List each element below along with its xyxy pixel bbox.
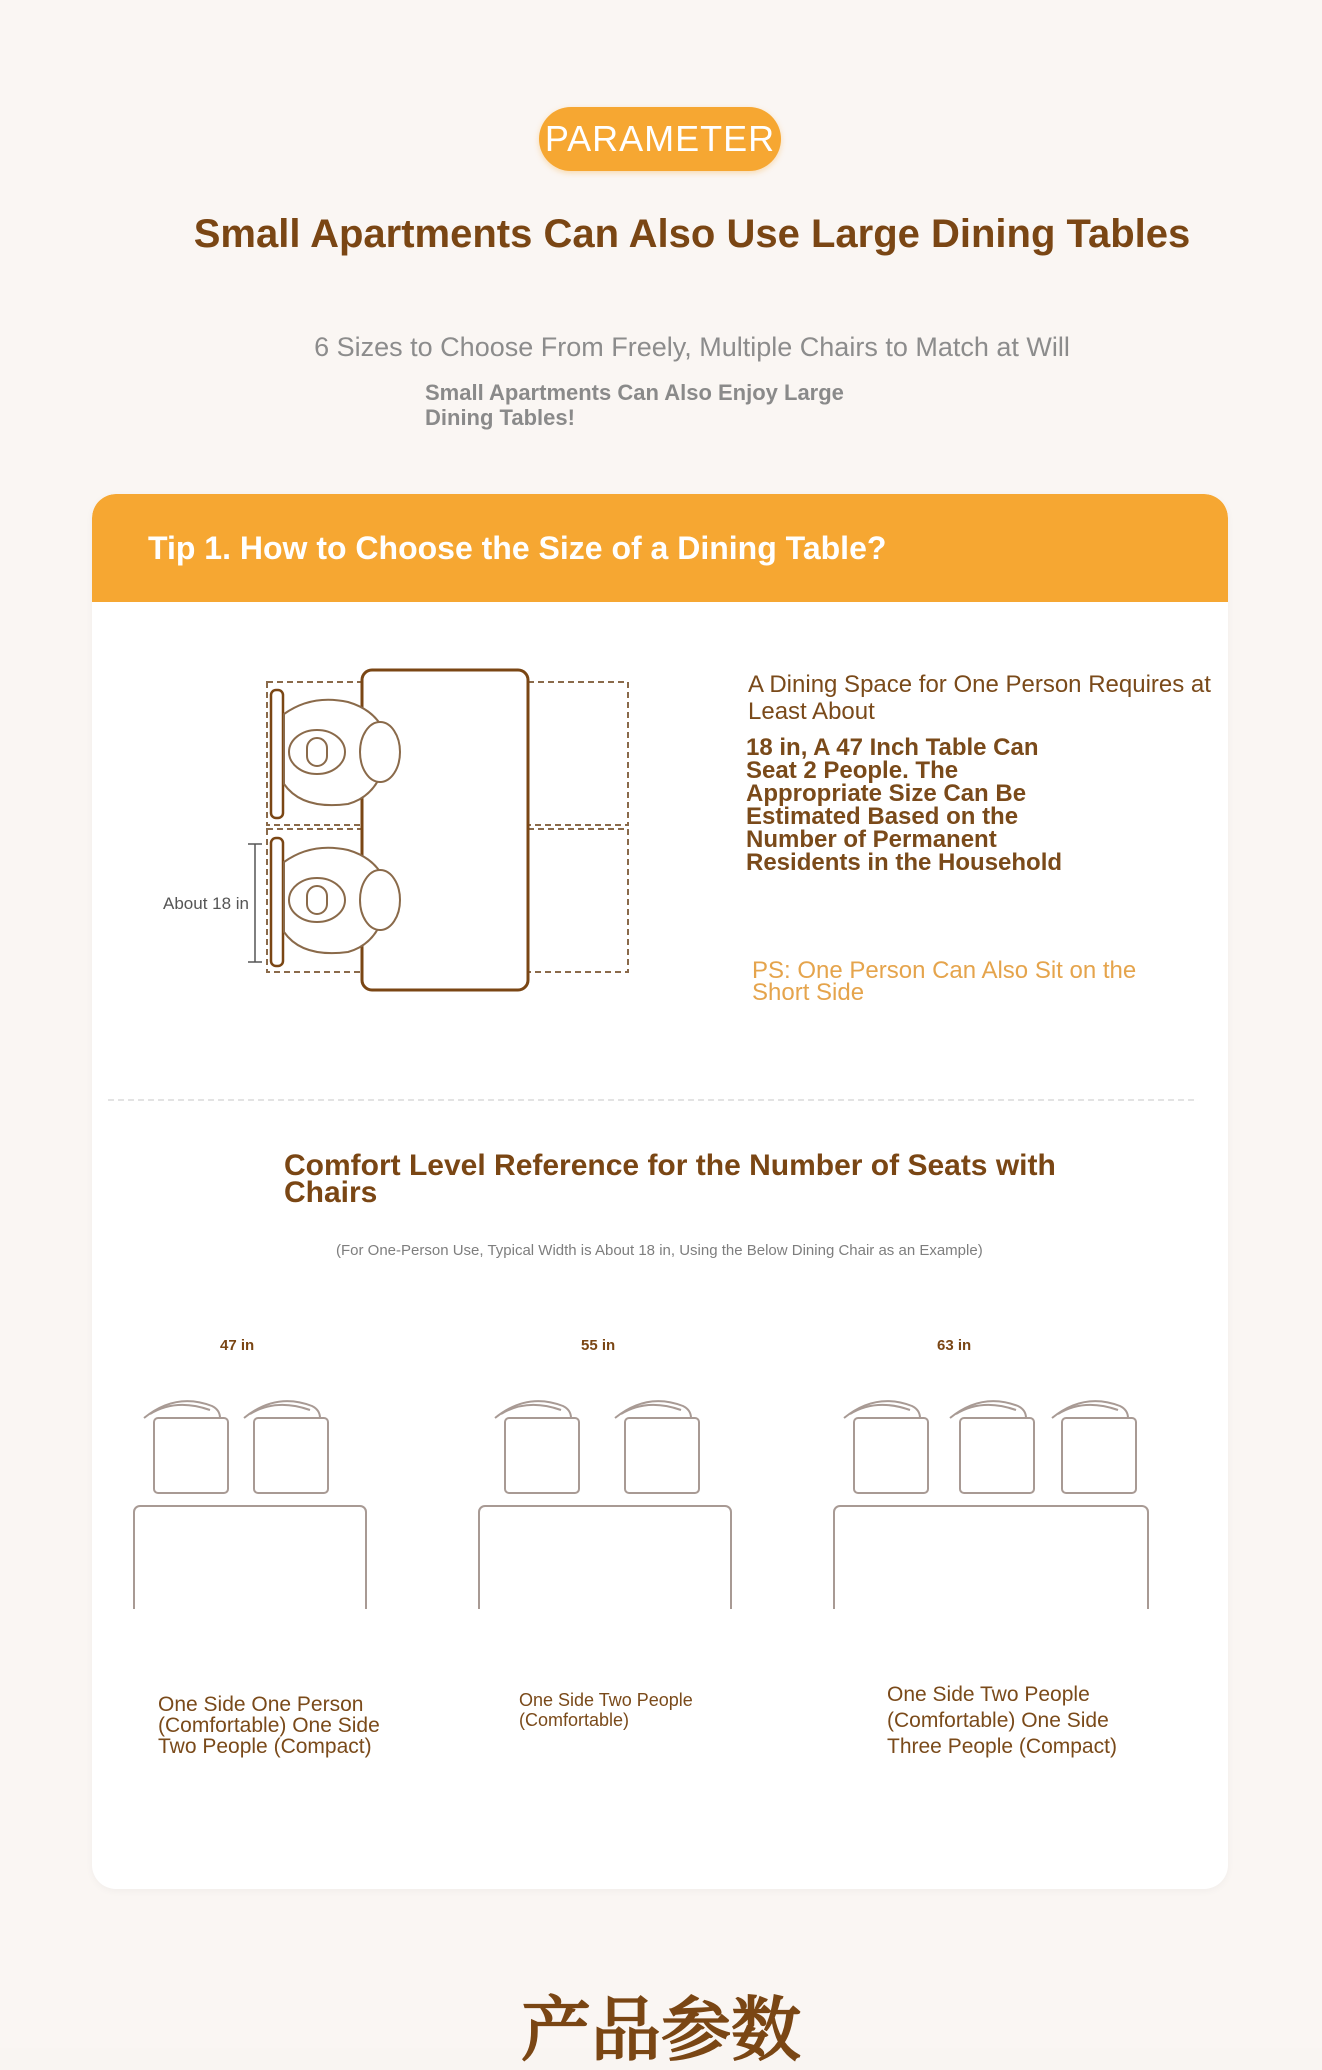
caption-55: One Side Two People (Comfortable) bbox=[519, 1690, 693, 1730]
table-diagram-47 bbox=[132, 1384, 392, 1609]
product-parameters-heading: 产品参数 bbox=[521, 1991, 801, 2069]
comfort-section-title: Comfort Level Reference for the Number of Seats with Chairs bbox=[284, 1149, 1056, 1209]
tip-header-title: Tip 1. How to Choose the Size of a Dining Table? bbox=[148, 530, 887, 566]
tip-header-bar bbox=[92, 494, 1228, 602]
tip-lead-text: A Dining Space for One Person Requires at Least About bbox=[748, 671, 1211, 725]
caption-47: One Side One Person (Comfortable) One Side Two People (Compact) bbox=[158, 1693, 380, 1758]
page-title: Small Apartments Can Also Use Large Dining Tables bbox=[193, 212, 1191, 256]
tip-body-text: 18 in, A 47 Inch Table Can Seat 2 People. The Appropriate Size Can Be Estimated Based on the Number of Permanent Residents in the Household bbox=[746, 734, 1063, 876]
table-diagram-55 bbox=[477, 1384, 737, 1609]
parameter-badge: PARAMETER bbox=[539, 107, 781, 171]
comfort-section-note: (For One-Person Use, Typical Width is About 18 in, Using the Below Dining Chair as an Example) bbox=[336, 1242, 983, 1259]
size-label-63: 63 in bbox=[937, 1337, 972, 1354]
caption-63: One Side Two People (Comfortable) One Side Three People (Compact) bbox=[887, 1683, 1117, 1758]
tip-ps-note: PS: One Person Can Also Sit on the Short Side bbox=[752, 957, 1137, 1006]
width-dimension-label: About 18 in bbox=[163, 894, 250, 913]
page-subtitle: 6 Sizes to Choose From Freely, Multiple Chairs to Match at Will bbox=[314, 332, 1070, 362]
size-label-47: 47 in bbox=[220, 1337, 255, 1354]
table-diagram-63 bbox=[832, 1384, 1152, 1609]
size-label-55: 55 in bbox=[581, 1337, 616, 1354]
page-tagline: Small Apartments Can Also Enjoy Large Dining Tables! bbox=[425, 380, 844, 430]
table-seating-diagram bbox=[152, 654, 752, 994]
tip-card bbox=[92, 494, 1228, 1889]
section-divider bbox=[108, 1099, 1194, 1101]
